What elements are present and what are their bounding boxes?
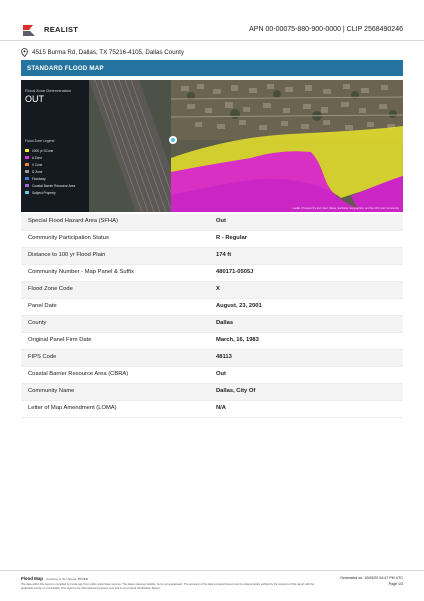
legend-label: V Zone	[32, 162, 43, 167]
legend-swatch	[25, 184, 29, 187]
detail-label: Community Number - Map Panel & Suffix	[28, 269, 134, 275]
detail-label: Flood Zone Code	[28, 286, 73, 292]
footer-title-text: Flood Map	[21, 576, 43, 581]
detail-label: County	[28, 320, 47, 326]
legend-item	[25, 189, 75, 196]
detail-value: Dallas, City Of	[216, 388, 256, 394]
detail-label: Special Flood Hazard Area (SFHA)	[28, 218, 118, 224]
detail-value: R - Regular	[216, 235, 247, 241]
page-number: Page 1/3	[388, 582, 403, 586]
table-row	[21, 231, 403, 248]
legend-label: 1000 yr SCone	[32, 148, 54, 153]
table-row	[21, 401, 403, 418]
legend-swatch	[25, 191, 29, 194]
legend-list	[25, 147, 75, 196]
legend-swatch	[25, 170, 29, 173]
table-row	[21, 350, 403, 367]
property-identifier: APN 00-00075-880-900-0000 | CLIP 2568490246	[249, 26, 403, 33]
table-row	[21, 367, 403, 384]
detail-value: Out	[216, 218, 226, 224]
map-attribution: Leaflet | Powered by Esri | Esri, Maxar, Earthstar Geographics, and the GIS User Community	[292, 207, 399, 210]
legend-item	[25, 175, 75, 182]
footer-disclaimer: The data within this report is compiled by CoreLogic from public and private sources. The data is deemed reliable, but is not guaranteed. The accuracy of the data contained herein can be independently verified by the recipient of this report with the applicable county or municipality. This report is for informational purposes only and is not a Flood Certification Report.	[21, 583, 315, 590]
table-row	[21, 333, 403, 350]
detail-value: August, 23, 2001	[216, 303, 262, 309]
table-row	[21, 282, 403, 299]
legend-item	[25, 154, 75, 161]
detail-value: Out	[216, 371, 226, 377]
generated-timestamp: Generated on: 10/09/20 04:47 PM UTC	[340, 576, 403, 580]
map-legend-panel	[21, 80, 89, 212]
subject-property-marker-icon	[169, 136, 177, 144]
property-address: 4515 Burma Rd, Dallas, TX 75216-4105, Dallas County	[32, 48, 184, 56]
detail-label: Community Participation Status	[28, 235, 109, 241]
section-title-standard-flood-map: STANDARD FLOOD MAP	[21, 60, 403, 76]
address-row	[21, 46, 184, 58]
legend-label: Floodway	[32, 176, 46, 181]
legend-item	[25, 161, 75, 168]
detail-label: Panel Date	[28, 303, 57, 309]
detail-value: Dallas	[216, 320, 234, 326]
legend-swatch	[25, 177, 29, 180]
legend-label: Subject Property	[32, 190, 56, 195]
detail-value: N/A	[216, 405, 226, 411]
legend-swatch	[25, 163, 29, 166]
flood-details-table	[21, 214, 403, 418]
detail-label: FIPS Code	[28, 354, 57, 360]
detail-value: 48113	[216, 354, 232, 360]
detail-value: 480171-0505J	[216, 269, 254, 275]
legend-label: Coastal Barrier Resource Area	[32, 183, 76, 188]
table-row	[21, 214, 403, 231]
detail-label: Coastal Barrier Resource Area (CBRA)	[28, 371, 129, 377]
table-row	[21, 299, 403, 316]
footer-title	[21, 576, 88, 581]
legend-item	[25, 182, 75, 189]
legend-swatch	[25, 156, 29, 159]
brand-name: REALIST	[44, 25, 79, 34]
detail-label: Letter of Map Amendment (LOMA)	[28, 405, 117, 411]
legend-label: D Zone	[32, 169, 43, 174]
legend-label: A Zone	[32, 155, 43, 160]
determination-label: Flood Zone Determination	[25, 88, 72, 93]
detail-label: Community Name	[28, 388, 75, 394]
legend-item	[25, 147, 75, 154]
report-header	[0, 0, 424, 41]
detail-value: X	[216, 286, 220, 292]
detail-label: Distance to 100 yr Flood Plain	[28, 252, 106, 258]
realist-logo-icon	[21, 24, 39, 37]
flood-map[interactable]	[21, 80, 403, 212]
report-footer	[0, 570, 424, 601]
legend-item	[25, 168, 75, 175]
table-row	[21, 248, 403, 265]
table-row	[21, 384, 403, 401]
map-pin-icon	[21, 48, 28, 57]
detail-value: 174 ft	[216, 252, 232, 258]
legend-title: Flood Zone Legend	[25, 139, 55, 143]
table-row	[21, 265, 403, 282]
determination-value: OUT	[25, 94, 44, 104]
footer-courtesy: Courtesy of Jim Souza, BTREB	[45, 577, 88, 581]
table-row	[21, 316, 403, 333]
detail-label: Original Panel Firm Date	[28, 337, 92, 343]
detail-value: March, 16, 1983	[216, 337, 259, 343]
legend-swatch	[25, 149, 29, 152]
